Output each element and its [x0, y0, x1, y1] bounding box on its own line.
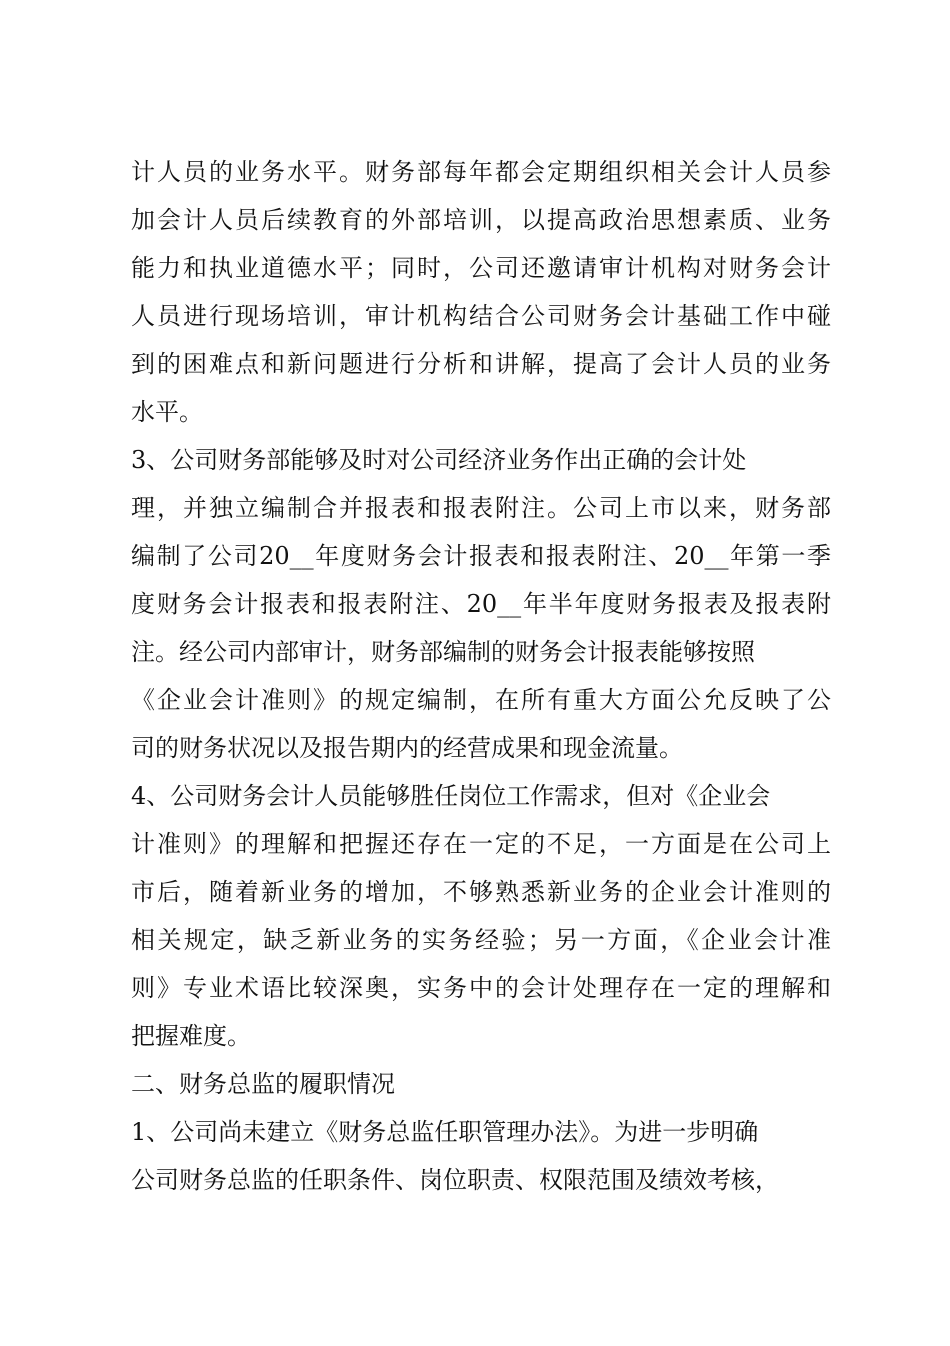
text-line: 到的困难点和新问题进行分析和讲解，提高了会计人员的业务	[131, 350, 831, 378]
text-line: 人员进行现场培训，审计机构结合公司财务会计基础工作中碰	[131, 302, 831, 330]
text-line: 编制了公司20__年度财务会计报表和报表附注、20__年第一季	[131, 542, 831, 570]
text-line: 市后，随着新业务的增加，不够熟悉新业务的企业会计准则的	[131, 878, 831, 906]
text-line: 计准则》的理解和把握还存在一定的不足，一方面是在公司上	[131, 830, 831, 858]
text-line: 把握难度。	[131, 1022, 251, 1050]
text-line: 计人员的业务水平。财务部每年都会定期组织相关会计人员参	[131, 158, 831, 186]
text-line: 水平。	[131, 398, 203, 426]
text-line: 相关规定，缺乏新业务的实务经验；另一方面，《企业会计准	[131, 926, 831, 954]
text-line: 则》专业术语比较深奥，实务中的会计处理存在一定的理解和	[131, 974, 831, 1002]
body-text	[131, 148, 831, 1204]
text-line: 《企业会计准则》的规定编制，在所有重大方面公允反映了公	[131, 686, 831, 714]
text-line: 3、公司财务部能够及时对公司经济业务作出正确的会计处	[131, 446, 747, 474]
text-line: 司的财务状况以及报告期内的经营成果和现金流量。	[131, 734, 683, 762]
text-line: 1、公司尚未建立《财务总监任职管理办法》。为进一步明确	[131, 1118, 759, 1146]
text-line: 4、公司财务会计人员能够胜任岗位工作需求，但对《企业会	[131, 782, 771, 810]
text-line: 注。经公司内部审计，财务部编制的财务会计报表能够按照	[131, 638, 755, 666]
text-line: 能力和执业道德水平；同时，公司还邀请审计机构对财务会计	[131, 254, 831, 282]
section-heading: 二、财务总监的履职情况	[131, 1070, 395, 1098]
text-line: 加会计人员后续教育的外部培训，以提高政治思想素质、业务	[131, 206, 831, 234]
text-line: 理，并独立编制合并报表和报表附注。公司上市以来，财务部	[131, 494, 831, 522]
text-line: 公司财务总监的任职条件、岗位职责、权限范围及绩效考核，	[131, 1166, 779, 1194]
text-line: 度财务会计报表和报表附注、20__年半年度财务报表及报表附	[131, 590, 831, 618]
